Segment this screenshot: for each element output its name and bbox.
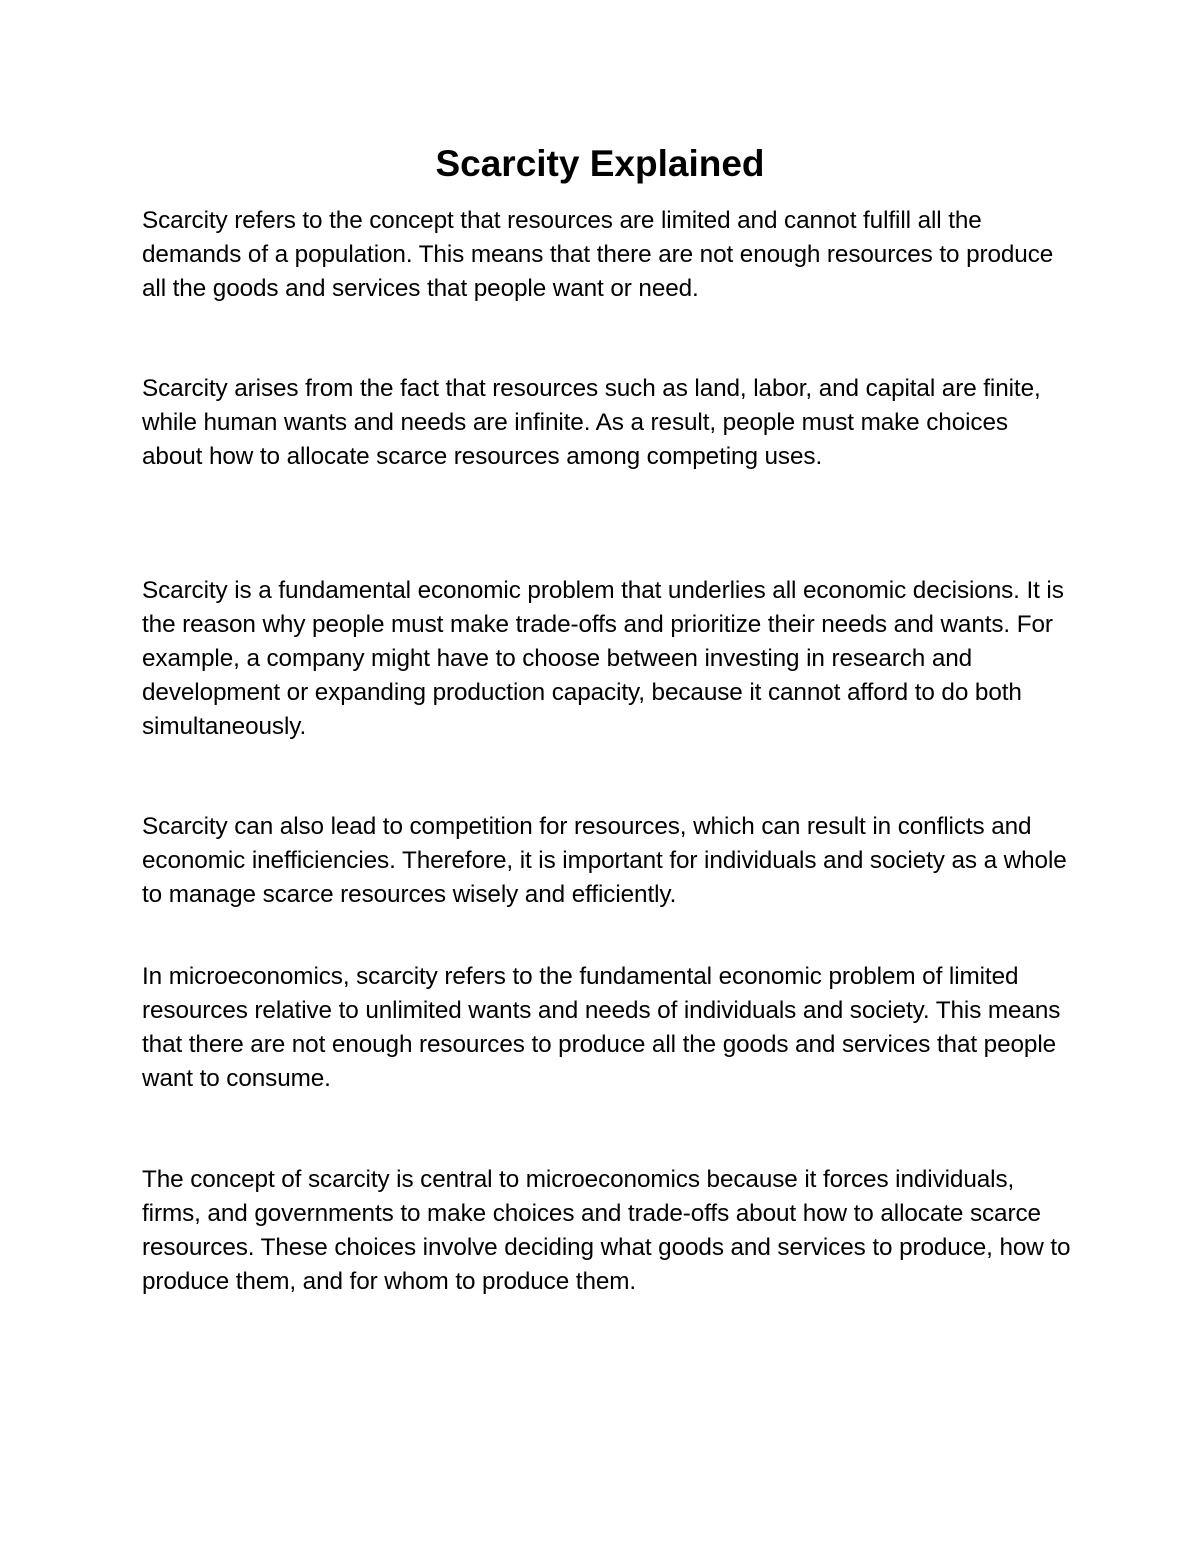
paragraph-scarcity-causes: Scarcity arises from the fact that resources such as land, labor, and capital are finite, while human wants and needs are infinite. As a result, people must make choices about how to allocate scarce resources among competing uses. (142, 375, 1041, 470)
paragraph-central-concept: The concept of scarcity is central to microeconomics because it forces individuals, firms, and governments to make choices and trade-offs about how to allocate scarce resources. These choices involve deciding what goods and services to produce, how to produce them, and for whom to produce them. (142, 1166, 1071, 1295)
paragraph-fundamental-problem: Scarcity is a fundamental economic problem that underlies all economic decisions. It is the reason why people must make trade-offs and prioritize their needs and wants. For example, a company might have to choose between investing in research and development or expanding production capacity, because it cannot afford to do both simultaneously. (142, 577, 1064, 740)
paragraph-competition: Scarcity can also lead to competition for resources, which can result in conflicts and economic inefficiencies. Therefore, it is important for individuals and society as a whole to manage scarce resources wisely and efficiently. (142, 813, 1067, 908)
paragraph-scarcity-definition: Scarcity refers to the concept that resources are limited and cannot fulfill all the demands of a population. This means that there are not enough resources to produce all the goods and services that people want or need. (142, 207, 1054, 302)
paragraph-microeconomics: In microeconomics, scarcity refers to the fundamental economic problem of limited resources relative to unlimited wants and needs of individuals and society. This means that there are not enough resources to produce all the goods and services that people want to consume. (142, 963, 1061, 1092)
document-title: Scarcity Explained (435, 143, 765, 184)
